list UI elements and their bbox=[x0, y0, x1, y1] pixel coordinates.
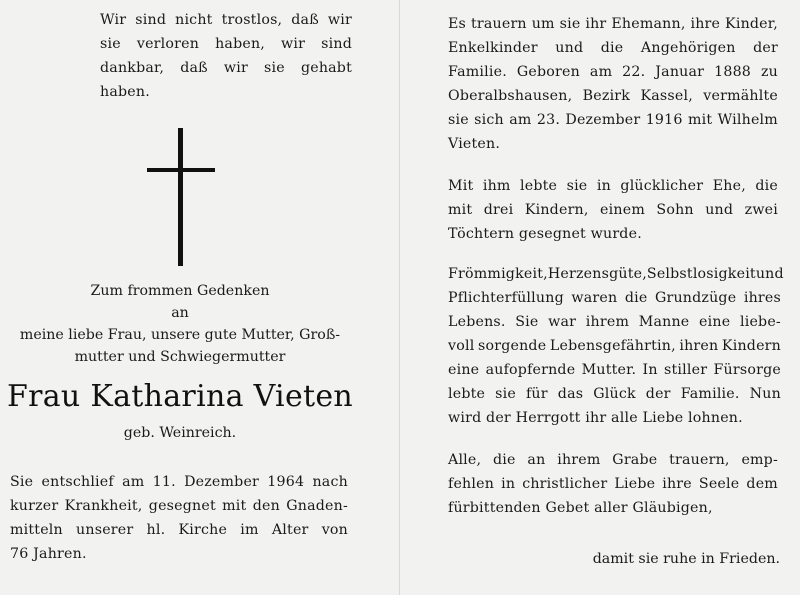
word: ihre bbox=[690, 16, 721, 32]
word: trostlos, bbox=[221, 12, 283, 28]
word: nach bbox=[312, 474, 348, 490]
word: an bbox=[527, 452, 546, 468]
word: Geboren bbox=[516, 64, 580, 80]
word: trauern, bbox=[669, 452, 730, 468]
word: ihm bbox=[482, 178, 511, 194]
word: Es bbox=[448, 16, 467, 32]
word: Ehemann, bbox=[611, 16, 686, 32]
word: das bbox=[557, 386, 584, 402]
word: Seele bbox=[698, 476, 740, 492]
word: Pflichterfüllung bbox=[448, 290, 564, 306]
word: Sie bbox=[10, 474, 34, 490]
virtues-paragraph bbox=[448, 262, 784, 430]
prayer-request-paragraph bbox=[448, 448, 778, 520]
text-line bbox=[448, 334, 781, 358]
right-page bbox=[400, 0, 800, 595]
word: waren bbox=[571, 290, 618, 306]
word: 1888 bbox=[714, 64, 752, 80]
word: emp- bbox=[741, 452, 778, 468]
word: der bbox=[753, 40, 778, 56]
word: sorgende bbox=[478, 338, 547, 354]
text-line bbox=[448, 382, 781, 406]
text-line bbox=[448, 472, 778, 496]
word: von bbox=[321, 522, 348, 538]
word: für bbox=[525, 386, 548, 402]
word: zu bbox=[760, 64, 778, 80]
word: der bbox=[645, 386, 671, 402]
word: Fürsorge bbox=[713, 362, 781, 378]
word: nicht bbox=[175, 12, 213, 28]
word: fehlen bbox=[448, 476, 495, 492]
cross-horizontal-beam bbox=[147, 168, 215, 172]
word: Nun bbox=[749, 386, 781, 402]
word: am bbox=[509, 112, 532, 128]
word: daß bbox=[180, 60, 208, 76]
word: ihren bbox=[679, 338, 719, 354]
dedication-line-1: meine liebe Frau, unsere gute Mutter, Groß- bbox=[19, 327, 341, 343]
text-line bbox=[448, 12, 778, 36]
word: den bbox=[252, 498, 280, 514]
text-line: haben. bbox=[100, 84, 150, 100]
text-line: wird der Herrgott ihr alle Liebe lohnen. bbox=[448, 410, 743, 426]
word: ihrem bbox=[557, 452, 601, 468]
word: die bbox=[493, 452, 516, 468]
word: glücklicher bbox=[620, 178, 704, 194]
word: Dezember bbox=[184, 474, 260, 490]
word: sie bbox=[495, 386, 516, 402]
word: die bbox=[624, 290, 648, 306]
consolation-verse bbox=[100, 8, 352, 104]
word: Kirche bbox=[178, 522, 228, 538]
word: dem bbox=[746, 476, 778, 492]
text-line: 76 Jahren. bbox=[10, 546, 87, 562]
text-line bbox=[448, 262, 784, 286]
text-line bbox=[448, 310, 781, 334]
word: eine bbox=[448, 362, 480, 378]
word: Oberalbshausen, bbox=[448, 88, 573, 104]
word: 23. bbox=[536, 112, 561, 128]
word: lebte bbox=[448, 386, 486, 402]
word: haben, bbox=[215, 36, 266, 52]
word: Wir bbox=[100, 12, 127, 28]
word: trauern bbox=[470, 16, 527, 32]
maiden-name: geb. Weinreich. bbox=[123, 425, 237, 441]
word: Januar bbox=[655, 64, 705, 80]
word: hl. bbox=[146, 522, 166, 538]
word: Kinder, bbox=[725, 16, 778, 32]
cross-vertical-beam bbox=[178, 128, 183, 266]
memorial-an: an bbox=[171, 305, 189, 321]
word: Grundzüge bbox=[654, 290, 737, 306]
latin-cross-icon bbox=[147, 128, 215, 266]
word: mitteln bbox=[10, 522, 63, 538]
word: Kindern, bbox=[524, 202, 589, 218]
death-notice bbox=[10, 470, 348, 566]
word: Lebensgefährtin, bbox=[549, 338, 676, 354]
word: Mutter. bbox=[581, 362, 637, 378]
word: Ehe, bbox=[712, 178, 746, 194]
word: zwei bbox=[744, 202, 778, 218]
text-line: Vieten. bbox=[448, 136, 501, 152]
word: 11. bbox=[152, 474, 176, 490]
text-line: Töchtern gesegnet wurde. bbox=[448, 226, 642, 242]
text-line bbox=[448, 84, 778, 108]
word: dankbar, bbox=[100, 60, 165, 76]
word: Kindern bbox=[721, 338, 781, 354]
word: ihr bbox=[585, 16, 607, 32]
word: vermählte bbox=[703, 88, 778, 104]
text-line bbox=[448, 60, 778, 84]
word: Manne bbox=[638, 314, 690, 330]
text-line: fürbittenden Gebet aller Gläubigen, bbox=[448, 500, 713, 516]
word: Frömmigkeit,Herzensgüte,Selbstlosigkeit bbox=[448, 266, 756, 282]
text-line bbox=[448, 448, 778, 472]
word: wir bbox=[327, 12, 352, 28]
word: 1916 bbox=[645, 112, 683, 128]
word: Mit bbox=[448, 178, 474, 194]
word: Sohn bbox=[656, 202, 694, 218]
word: christlicher bbox=[522, 476, 608, 492]
word: gehabt bbox=[300, 60, 352, 76]
word: die bbox=[755, 178, 778, 194]
word: und bbox=[705, 202, 734, 218]
text-line bbox=[448, 286, 781, 310]
word: sie bbox=[448, 112, 469, 128]
word: war bbox=[548, 314, 577, 330]
word: voll bbox=[448, 338, 475, 354]
word: In bbox=[642, 362, 658, 378]
word: Kassel, bbox=[640, 88, 693, 104]
word: 22. bbox=[622, 64, 646, 80]
word: ihrem bbox=[585, 314, 630, 330]
word: liebe- bbox=[739, 314, 781, 330]
word: sich bbox=[474, 112, 504, 128]
word: am bbox=[122, 474, 145, 490]
word: unserer bbox=[76, 522, 134, 538]
text-line bbox=[100, 32, 352, 56]
dedication-line-2: mutter und Schwiegermutter bbox=[74, 349, 286, 365]
word: Familie. bbox=[448, 64, 507, 80]
text-line bbox=[10, 518, 348, 542]
text-line bbox=[10, 494, 348, 518]
word: einem bbox=[600, 202, 645, 218]
word: aufopfernde bbox=[485, 362, 576, 378]
word: lebte bbox=[520, 178, 558, 194]
word: im bbox=[240, 522, 259, 538]
text-line bbox=[100, 8, 352, 32]
word: Wilhelm bbox=[717, 112, 778, 128]
word: und bbox=[555, 40, 584, 56]
text-line bbox=[448, 174, 778, 198]
word: eine bbox=[699, 314, 731, 330]
word: Liebe bbox=[614, 476, 656, 492]
left-page bbox=[0, 0, 399, 595]
word: daß bbox=[291, 12, 319, 28]
word: sie bbox=[264, 60, 285, 76]
word: sind bbox=[135, 12, 167, 28]
text-line bbox=[100, 56, 352, 80]
word: Alter bbox=[271, 522, 309, 538]
word: Grabe bbox=[612, 452, 658, 468]
text-line bbox=[448, 108, 778, 132]
word: drei bbox=[483, 202, 514, 218]
word: Familie. bbox=[680, 386, 740, 402]
word: kurzer bbox=[10, 498, 59, 514]
word: Alle, bbox=[448, 452, 482, 468]
memorial-heading: Zum frommen Gedenken bbox=[90, 283, 270, 299]
word: wir bbox=[281, 36, 306, 52]
word: Sie bbox=[515, 314, 539, 330]
marriage-paragraph bbox=[448, 174, 778, 246]
word: ihre bbox=[662, 476, 692, 492]
text-line bbox=[448, 358, 781, 382]
word: 1964 bbox=[267, 474, 305, 490]
text-line bbox=[448, 36, 778, 60]
word: sie bbox=[566, 178, 588, 194]
word: mit bbox=[222, 498, 247, 514]
word: sie bbox=[559, 16, 581, 32]
word: wir bbox=[223, 60, 248, 76]
deceased-name: Frau Katharina Vieten bbox=[6, 379, 354, 414]
word: Bezirk bbox=[582, 88, 631, 104]
word: Dezember bbox=[565, 112, 641, 128]
word: Gnaden- bbox=[286, 498, 348, 514]
word: stiller bbox=[664, 362, 708, 378]
word: die bbox=[600, 40, 624, 56]
text-line bbox=[448, 198, 778, 222]
word: sind bbox=[321, 36, 352, 52]
word: gesegnet bbox=[148, 498, 216, 514]
word: am bbox=[589, 64, 613, 80]
word: in bbox=[501, 476, 516, 492]
word: mit bbox=[448, 202, 473, 218]
word: um bbox=[531, 16, 555, 32]
word: verloren bbox=[136, 36, 200, 52]
word: sie bbox=[100, 36, 121, 52]
closing-line: damit sie ruhe in Frieden. bbox=[592, 551, 780, 567]
word: und bbox=[755, 266, 784, 282]
mourners-paragraph bbox=[448, 12, 778, 156]
word: Glück bbox=[593, 386, 636, 402]
word: Enkelkinder bbox=[448, 40, 538, 56]
word: Angehörigen bbox=[640, 40, 736, 56]
word: ihres bbox=[743, 290, 781, 306]
word: entschlief bbox=[41, 474, 114, 490]
word: Krankheit, bbox=[64, 498, 143, 514]
text-line bbox=[10, 470, 348, 494]
word: mit bbox=[687, 112, 713, 128]
word: Lebens. bbox=[448, 314, 506, 330]
word: in bbox=[596, 178, 611, 194]
